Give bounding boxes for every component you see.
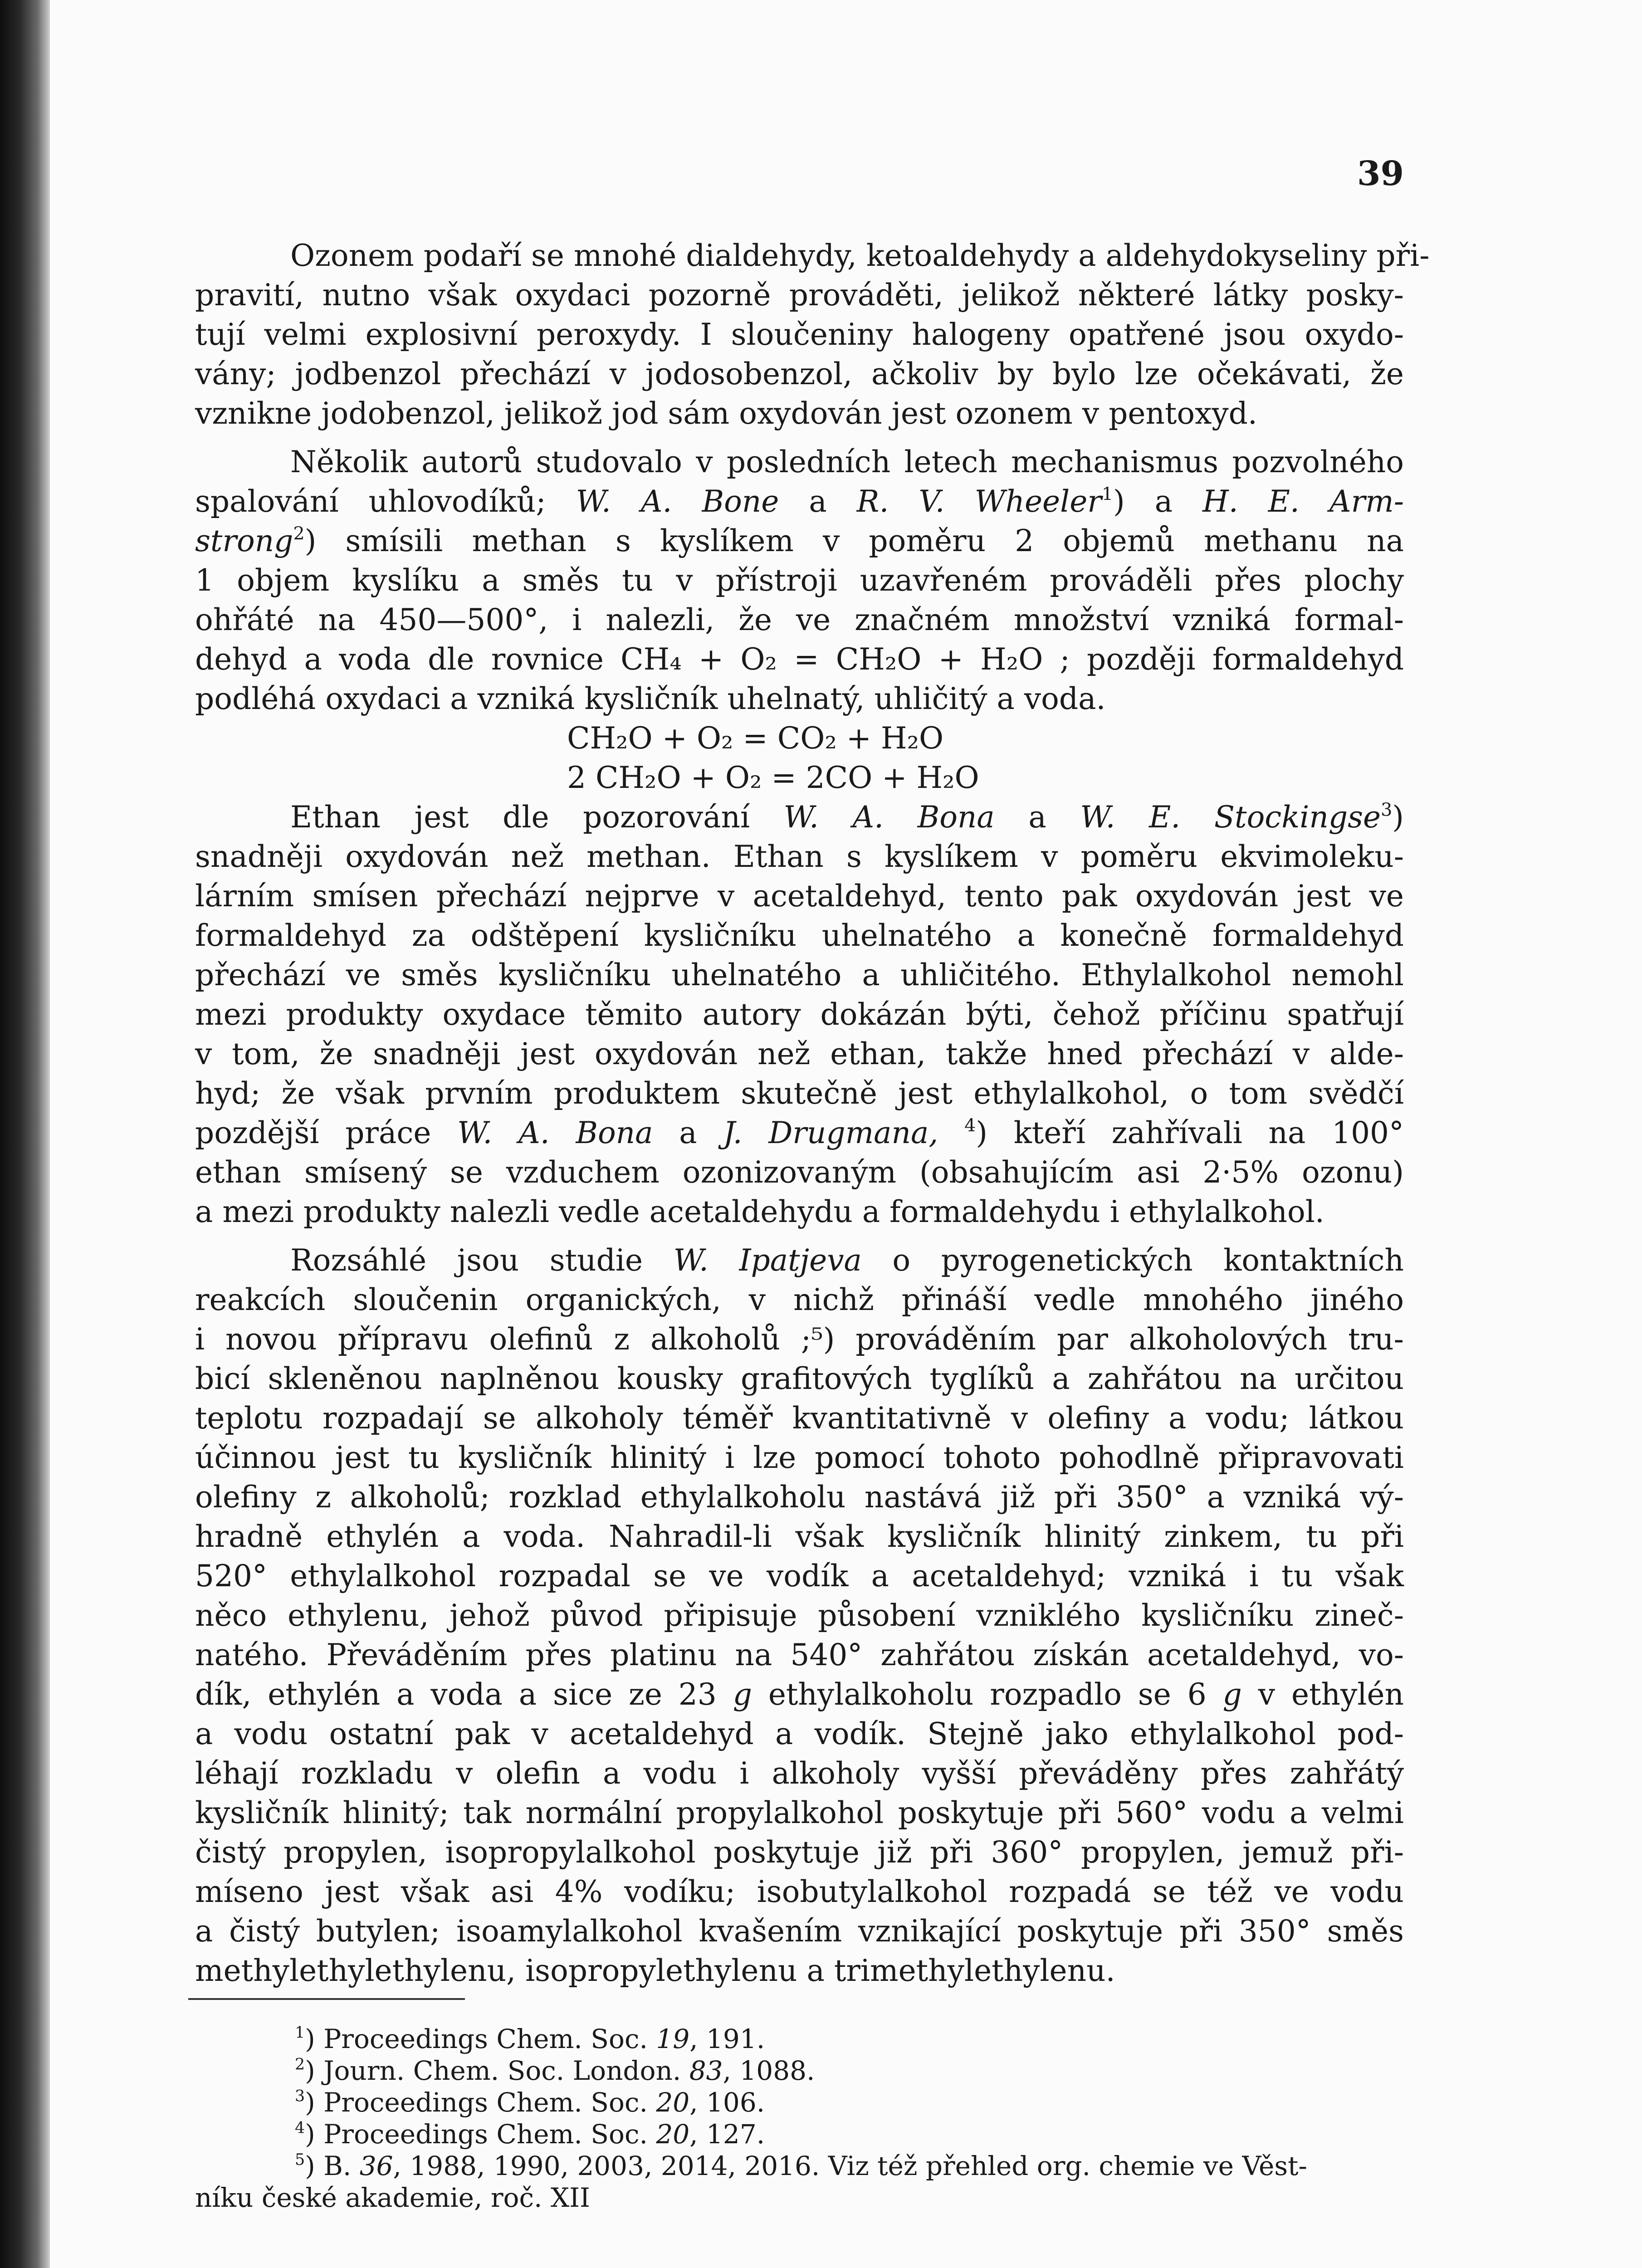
text-line: tují velmi explosivní peroxydy. I sloučeniny halogeny opatřené jsou oxydo- [195, 317, 1404, 352]
text-line: vány; jodbenzol přechází v jodosobenzol, ačkoliv by bylo lze očekávati, že [195, 357, 1404, 391]
footnote-ref: 3 [1381, 799, 1393, 821]
text-line: 1 objem kyslíku a směs tu v přístroji uzavřeném prováděli přes plochy [195, 563, 1404, 598]
footnote-number: 2 [295, 2055, 305, 2074]
text-line: formaldehyd za odštěpení kysličníku uhelnatého a konečně formaldehyd [195, 918, 1404, 953]
text-line: mezi produkty oxydace těmito autory dokázán býti, čehož příčinu spatřují [195, 997, 1404, 1032]
text-line: a čistý butylen; isoamylalkohol kvašením vznikající poskytuje při 350° směs [195, 1914, 1404, 1949]
footnote-ref: 4 [964, 1115, 976, 1136]
text-line: v tom, že snadněji jest oxydován než ethan, takže hned přechází v alde- [195, 1036, 1404, 1071]
footnote-continuation: níku české akademie, roč. XII [195, 2182, 590, 2213]
footnote: $^3$) Proceedings Chem. Soc. 20, 106. [295, 2087, 765, 2118]
text-line: i novou přípravu olefinů z alkoholů ;⁵) prováděním par alkoholových tru- [195, 1322, 1404, 1357]
paragraph-ethane [195, 797, 1404, 1232]
footnote-number: 4 [295, 2119, 305, 2137]
footnote-text: Journ. Chem. Soc. London. [323, 2055, 681, 2086]
text-span: kteří zahřívali na 100° [1013, 1115, 1404, 1150]
footnote-text: , 1088. [723, 2055, 815, 2086]
author-name: W. Ipatjeva [673, 1243, 862, 1278]
author-name: strong [195, 523, 293, 558]
footnote-divider [188, 1998, 465, 2000]
footnote-text: , 106. [689, 2087, 765, 2118]
text-line: olefiny z alkoholů; rozklad ethylalkoholu nastává již při 350° a vzniká vý- [195, 1480, 1404, 1515]
footnote-volume: 19 [656, 2024, 690, 2054]
footnote-ref: 1 [1101, 484, 1113, 505]
text-span: o pyrogenetických kontaktních [892, 1243, 1404, 1278]
footnote-text: , 191. [689, 2024, 765, 2054]
unit: g [733, 1677, 752, 1712]
text-line [195, 1675, 1404, 1714]
text-span: ethylalkoholu rozpadlo se 6 [768, 1677, 1207, 1712]
footnote: $^5$) B. 36, 1988, 1990, 2003, 2014, 2016. Viz též přehled org. chemie ve Věst- [295, 2151, 1308, 2181]
author-name: W. E. Stockingse [1080, 800, 1381, 835]
text-line: spalování uhlovodíků; W. A. Bone a R. V. Wheeler$^1$) a H. E. Arm- [195, 484, 1404, 519]
author-name: J. Drugmana, [723, 1115, 938, 1150]
footnote-text: Proceedings Chem. Soc. [323, 2119, 648, 2150]
equation: CH₂O + O₂ = CO₂ + H₂O [567, 721, 944, 756]
text-line: něco ethylenu, jehož původ připisuje působení vzniklého kysličníku zineč- [195, 1598, 1404, 1633]
text-line: ohřáté na 450—500°, i nalezli, že ve značném množství vzniká formal- [195, 602, 1404, 637]
text-line: a mezi produkty nalezli vedle acetaldehydu a formaldehydu i ethylalkohol. [195, 1194, 1324, 1229]
text-span: spalování uhlovodíků; [195, 484, 546, 519]
conjunction: a [1028, 800, 1046, 835]
text-line: podléhá oxydaci a vzniká kysličník uhelnatý, uhličitý a voda. [195, 681, 1106, 716]
page-number: 39 [1357, 154, 1404, 193]
author-name: H. E. Arm- [1202, 484, 1404, 519]
footnote: $^1$) Proceedings Chem. Soc. 19, 191. [295, 2024, 765, 2054]
text-span: dík, ethylén a voda a sice ze 23 [195, 1677, 717, 1712]
text-line: účinnou jest tu kysličník hlinitý i lze pomocí tohoto pohodlně připravovati [195, 1440, 1404, 1475]
text-line: čistý propylen, isopropylalkohol poskytuje již při 360° propylen, jemuž při- [195, 1835, 1404, 1870]
conjunction: a [679, 1115, 697, 1150]
unit: g [1222, 1677, 1242, 1712]
text-line: Několik autorů studovalo v posledních letech mechanismus pozvolného [290, 445, 1404, 479]
text-line: kysličník hlinitý; tak normální propylalkohol poskytuje při 560° vodu a velmi [195, 1795, 1404, 1830]
text-line: snadněji oxydován než methan. Ethan s kyslíkem v poměru ekvimoleku- [195, 839, 1404, 874]
text-line: Ozonem podaří se mnohé dialdehydy, ketoaldehydy a aldehydokyseliny při- [290, 238, 1430, 273]
text-span: pozdější práce [195, 1115, 431, 1150]
text-line: teplotu rozpadají se alkoholy téměř kvantitativně v olefiny a vodu; látkou [195, 1401, 1404, 1436]
text-line: methylethylethylenu, isopropylethylenu a trimethylethylenu. [195, 1953, 1115, 1988]
footnotes [195, 2023, 1402, 2214]
author-name: W. A. Bona [457, 1115, 653, 1150]
text-line: reakcích sloučenin organických, v nichž přináší vedle mnohého jiného [195, 1282, 1404, 1317]
footnote-text: , 127. [689, 2119, 765, 2150]
chemical-equations [195, 719, 1404, 797]
paragraph-ozone [195, 236, 1430, 433]
footnote-volume: 36 [359, 2151, 393, 2181]
text-line: natého. Převáděním přes platinu na 540° zahřátou získán acetaldehyd, vo- [195, 1637, 1404, 1672]
text-line: pozdější práce W. A. Bona a J. Drugmana, $^4$) kteří zahřívali na 100° [195, 1115, 1404, 1150]
footnote-text: Proceedings Chem. Soc. [323, 2087, 648, 2118]
text-line: Ethan jest dle pozorování W. A. Bona a W. E. Stockingse$^3$) [290, 799, 1404, 835]
author-name: W. A. Bona [783, 800, 995, 835]
text-line: bicí skleněnou naplněnou kousky grafitových tyglíků a zahřátou na určitou [195, 1361, 1404, 1396]
footnote-ref: 2 [293, 523, 305, 544]
footnote: $^2$) Journ. Chem. Soc. London. 83, 1088. [295, 2055, 815, 2086]
footnote: $^4$) Proceedings Chem. Soc. 20, 127. [295, 2119, 765, 2150]
footnote-volume: 83 [689, 2055, 723, 2086]
text-line: hyd; že však prvním produktem skutečně jest ethylalkohol, o tom svědčí [195, 1076, 1404, 1111]
book-binding-shadow [0, 0, 50, 2268]
footnote-number: 5 [295, 2151, 305, 2169]
text-line [195, 1241, 1404, 1280]
text-span: v ethylén [1258, 1677, 1404, 1712]
text-line: hradně ethylén a voda. Nahradil-li však kysličník hlinitý zinkem, tu při [195, 1519, 1404, 1554]
footnote-number: 1 [295, 2024, 305, 2042]
body-text [195, 236, 1430, 1990]
text-line: lárním smísen přechází nejprve v acetaldehyd, tento pak oxydován jest ve [195, 879, 1404, 914]
text-line: léhají rozkladu v olefin a vodu i alkoholy vyšší převáděny přes zahřátý [195, 1756, 1404, 1791]
conjunction: a [809, 484, 827, 519]
text-line: míseno jest však asi 4% vodíku; isobutylalkohol rozpadá se též ve vodu [195, 1874, 1404, 1909]
footnote-text: , 1988, 1990, 2003, 2014, 2016. Viz též přehled org. chemie ve Věst- [393, 2151, 1308, 2181]
text-line: strong$^2$) smísili methan s kyslíkem v poměru 2 objemů methanu na [195, 523, 1404, 558]
text-line: 520° ethylalkohol rozpadal se ve vodík a acetaldehyd; vzniká i tu však [195, 1559, 1404, 1593]
text-span: Rozsáhlé jsou studie [290, 1243, 643, 1278]
text-span: Ethan jest dle pozorování [290, 800, 750, 835]
author-name: W. A. Bone [576, 484, 779, 519]
paragraph-ipatjev [195, 1241, 1404, 1990]
footnote-volume: 20 [656, 2087, 690, 2118]
text-line: ethan smísený se vzduchem ozonizovaným (obsahujícím asi 2·5% ozonu) [195, 1155, 1404, 1190]
text-line: vznikne jodobenzol, jelikož jod sám oxydován jest ozonem v pentoxyd. [195, 396, 1257, 431]
equation: 2 CH₂O + O₂ = 2CO + H₂O [567, 760, 979, 795]
text-line: přechází ve směs kysličníku uhelnatého a uhličitého. Ethylalkohol nemohl [195, 958, 1404, 992]
footnote-volume: 20 [656, 2119, 690, 2150]
footnote-text: Proceedings Chem. Soc. [323, 2024, 648, 2054]
author-name: R. V. Wheeler [856, 484, 1102, 519]
footnote-number: 3 [295, 2087, 305, 2106]
text-line: pravití, nutno však oxydaci pozorně prováděti, jelikož některé látky posky- [195, 278, 1404, 313]
conjunction: a [1154, 484, 1173, 519]
text-line: a vodu ostatní pak v acetaldehyd a vodík. Stejně jako ethylalkohol pod- [195, 1716, 1404, 1751]
footnote-text: B. [323, 2151, 352, 2181]
text-line: dehyd a voda dle rovnice CH₄ + O₂ = CH₂O + H₂O ; později formaldehyd [195, 642, 1404, 677]
paragraph-combustion [195, 442, 1404, 719]
text-span: smísili methan s kyslíkem v poměru 2 objemů methanu na [345, 523, 1404, 558]
